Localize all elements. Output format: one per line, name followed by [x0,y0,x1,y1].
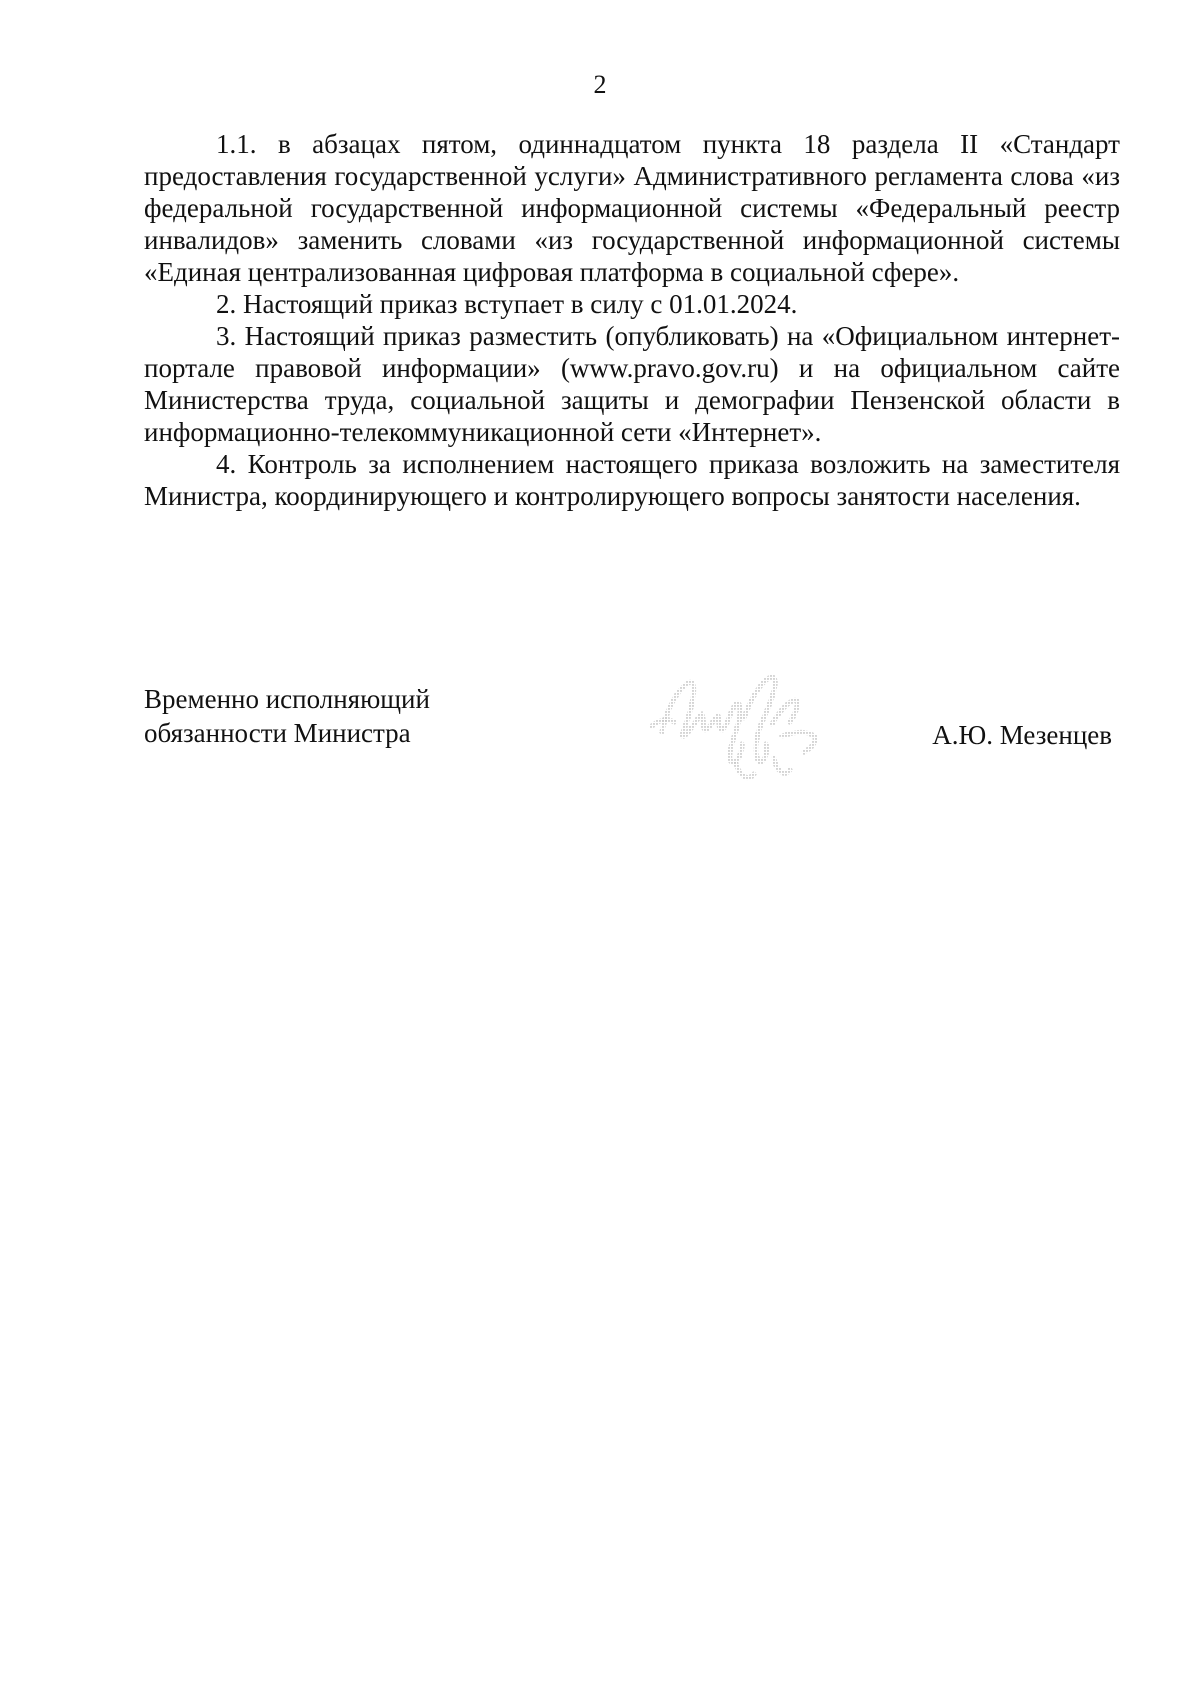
paragraph-4: 4. Контроль за исполнением настоящего приказа возложить на заместителя Министра, координирующего и контролирующего вопросы занятости населения. [144,449,1120,511]
signatory-title-line-2: обязанности Министра [144,718,411,748]
handwritten-signature-image [644,660,844,790]
signatory-title-line-1: Временно исполняющий [144,684,430,714]
signatory-name: А.Ю. Мезенцев [932,720,1112,750]
paragraph-3: 3. Настоящий приказ разместить (опубликовать) на «Официальном интернет-портале правовой информации» (www.pravo.gov.ru) и на официальном сайте Министерства труда, социальной защиты и демографии Пензенской области в информационно-телекоммуникационной сети «Интернет». [144,321,1120,447]
document-body [144,128,1120,512]
page-number: 2 [593,70,607,99]
signatory-title [144,682,584,750]
paragraph-2: 2. Настоящий приказ вступает в силу с 01.01.2024. [216,289,798,319]
paragraph-1-1: 1.1. в абзацах пятом, одиннадцатом пункта 18 раздела II «Стандарт предоставления государственной услуги» Административного регламента слова «из федеральной государственной информационной системы «Федеральный реестр инвалидов» заменить словами «из государственной информационной системы «Единая централизованная цифровая платформа в социальной сфере». [144,129,1120,287]
signature-block [144,682,1120,802]
